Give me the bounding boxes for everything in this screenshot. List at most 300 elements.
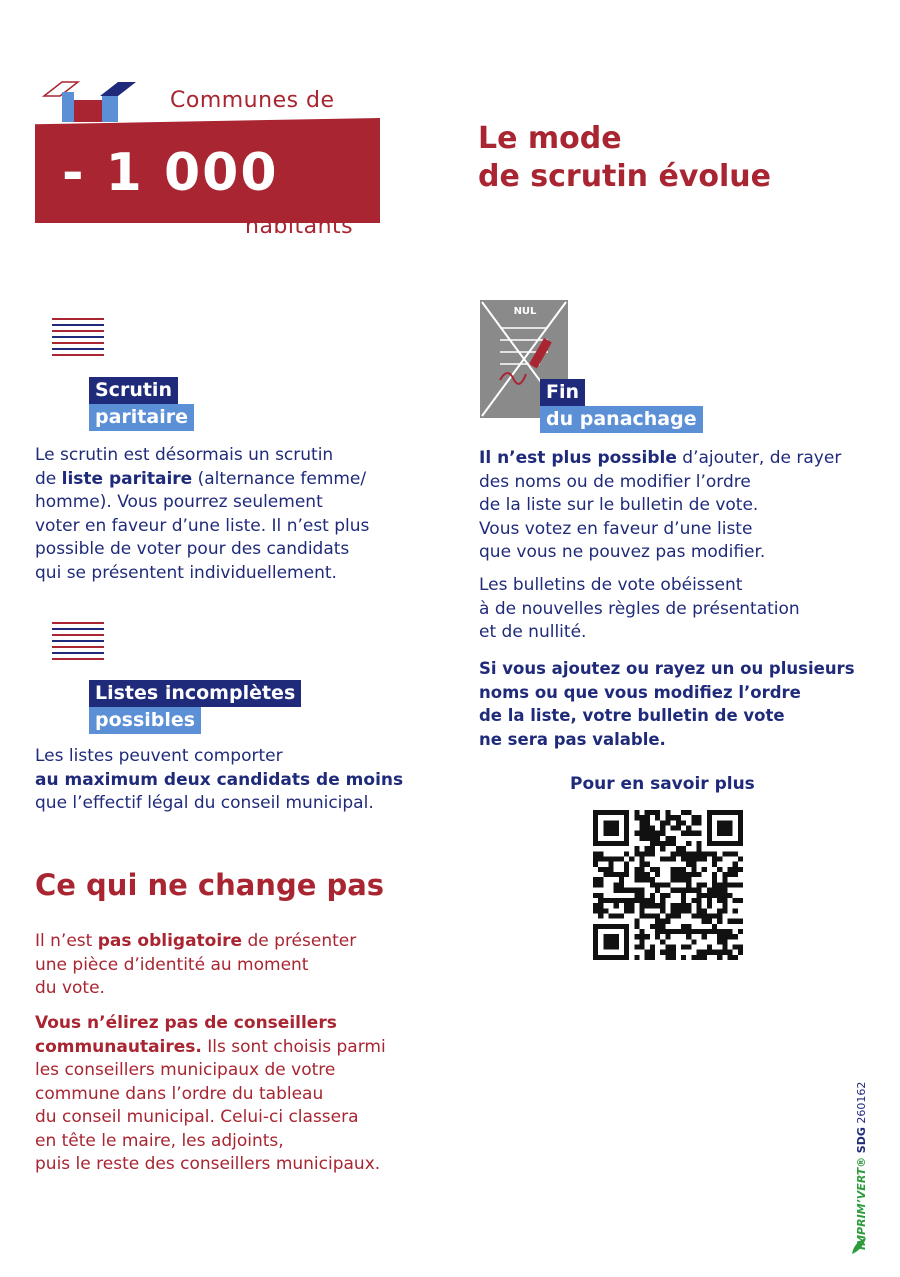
fin-line: Vous votez en faveur d’une liste: [479, 518, 753, 539]
qr-module: [640, 888, 645, 893]
qr-module: [691, 815, 696, 820]
qr-module: [671, 950, 676, 955]
qr-module: [640, 877, 645, 882]
scrutin-line: Le scrutin est désormais un scrutin: [35, 445, 334, 465]
qr-module: [624, 888, 629, 893]
qr-module: [640, 944, 645, 949]
scrutin-line: voter en faveur d’une liste. Il n’est plus: [35, 515, 370, 536]
qr-module: [660, 908, 665, 913]
qr-module: [655, 815, 660, 820]
qr-module: [691, 867, 696, 872]
qr-module: [691, 857, 696, 862]
qr-module: [712, 888, 717, 893]
qr-module: [696, 820, 701, 825]
qr-module: [686, 882, 691, 887]
qr-module: [655, 810, 660, 815]
qr-module: [655, 836, 660, 841]
fin-line: que vous ne pouvez pas modifier.: [479, 542, 766, 562]
qr-module: [650, 826, 655, 831]
change-line: puis le reste des conseillers municipaux.: [35, 1154, 381, 1174]
qr-module: [650, 846, 655, 851]
qr-module: [650, 877, 655, 882]
change-line: du vote.: [35, 978, 105, 998]
qr-module: [650, 831, 655, 836]
qr-module: [645, 826, 650, 831]
qr-module: [640, 903, 645, 908]
qr-module: [619, 882, 624, 887]
qr-module: [634, 934, 639, 939]
qr-module: [660, 929, 665, 934]
qr-module: [629, 903, 634, 908]
qr-module: [722, 944, 727, 949]
qr-module: [665, 841, 670, 846]
qr-module: [671, 872, 676, 877]
qr-module: [640, 851, 645, 856]
qr-module: [640, 898, 645, 903]
qr-module: [645, 846, 650, 851]
qr-module: [598, 867, 603, 872]
qr-module: [671, 836, 676, 841]
qr-module: [676, 877, 681, 882]
qr-module: [686, 877, 691, 882]
qr-module: [614, 903, 619, 908]
qr-module: [717, 893, 722, 898]
qr-module: [727, 893, 732, 898]
qr-module: [686, 810, 691, 815]
qr-module: [671, 929, 676, 934]
fin-line: noms ou que vous modifiez l’ordre: [479, 682, 801, 702]
qr-module: [671, 857, 676, 862]
qr-module: [655, 841, 660, 846]
qr-module: [707, 898, 712, 903]
footer-code: 260162: [855, 1081, 868, 1124]
qr-module: [598, 913, 603, 918]
qr-module: [655, 831, 660, 836]
qr-module: [640, 929, 645, 934]
qr-module: [660, 857, 665, 862]
qr-module: [671, 841, 676, 846]
qr-module: [717, 882, 722, 887]
qr-module: [686, 924, 691, 929]
fin-line: Les bulletins de vote obéissent: [479, 575, 743, 595]
qr-module: [640, 867, 645, 872]
qr-module: [686, 851, 691, 856]
qr-module: [686, 831, 691, 836]
qr-module: [686, 826, 691, 831]
qr-module: [619, 872, 624, 877]
qr-module: [603, 867, 608, 872]
qr-module: [681, 846, 686, 851]
qr-module: [696, 929, 701, 934]
qr-module: [660, 820, 665, 825]
qr-module: [691, 913, 696, 918]
qr-module: [593, 862, 598, 867]
qr-module: [717, 908, 722, 913]
qr-module: [624, 851, 629, 856]
qr-module: [609, 867, 614, 872]
qr-module: [629, 898, 634, 903]
qr-module: [733, 919, 738, 924]
qr-module: [681, 908, 686, 913]
qr-module: [634, 846, 639, 851]
change-line: en tête le maire, les adjoints,: [35, 1130, 284, 1151]
qr-module: [609, 862, 614, 867]
qr-module: [676, 903, 681, 908]
qr-module: [598, 903, 603, 908]
qr-module: [722, 934, 727, 939]
qr-module: [712, 950, 717, 955]
qr-module: [645, 810, 650, 815]
qr-module: [634, 831, 639, 836]
qr-module: [624, 872, 629, 877]
qr-module: [722, 851, 727, 856]
qr-module: [707, 888, 712, 893]
qr-module: [681, 888, 686, 893]
qr-module: [624, 898, 629, 903]
qr-module: [738, 919, 743, 924]
tag-fin-line2: du panachage: [540, 406, 703, 433]
qr-module: [598, 908, 603, 913]
qr-module: [619, 877, 624, 882]
qr-module: [650, 882, 655, 887]
qr-module: [655, 929, 660, 934]
qr-module: [609, 913, 614, 918]
qr-module: [593, 908, 598, 913]
qr-module: [681, 898, 686, 903]
qr-module: [676, 815, 681, 820]
qr-module: [598, 898, 603, 903]
qr-module: [598, 851, 603, 856]
qr-module: [593, 882, 598, 887]
listes-line: au maximum deux candidats de moins: [35, 769, 404, 790]
qr-module: [634, 898, 639, 903]
qr-module: [681, 893, 686, 898]
qr-module: [727, 929, 732, 934]
fin-line: de la liste sur le bulletin de vote.: [479, 495, 759, 515]
main-title-line1: Le mode: [478, 121, 622, 156]
qr-module: [727, 955, 732, 960]
qr-module: [717, 950, 722, 955]
qr-module: [717, 898, 722, 903]
qr-module: [629, 857, 634, 862]
change-line: une pièce d’identité au moment: [35, 954, 309, 975]
qr-module: [640, 893, 645, 898]
qr-module: [640, 908, 645, 913]
qr-module: [655, 888, 660, 893]
qr-module: [686, 888, 691, 893]
tag-scrutin-line1: Scrutin: [89, 377, 178, 404]
qr-module: [640, 872, 645, 877]
qr-module: [707, 929, 712, 934]
qr-module: [702, 913, 707, 918]
qr-module: [593, 893, 598, 898]
qr-module: [696, 908, 701, 913]
qr-module: [634, 924, 639, 929]
qr-module: [603, 872, 608, 877]
qr-module: [655, 924, 660, 929]
qr-module: [722, 903, 727, 908]
qr-module: [624, 908, 629, 913]
qr-module: [686, 872, 691, 877]
tag-fin-line1: Fin: [540, 379, 585, 406]
change-pas-para-a: [35, 930, 356, 1001]
qr-module: [671, 903, 676, 908]
qr-module: [660, 893, 665, 898]
qr-module: [681, 944, 686, 949]
qr-module: [712, 862, 717, 867]
scrutin-paritaire-text: [35, 444, 369, 585]
qr-module: [722, 939, 727, 944]
change-line: commune dans l’ordre du tableau: [35, 1083, 324, 1104]
fin-line: des noms ou de modifier l’ordre: [479, 471, 751, 492]
qr-module: [691, 888, 696, 893]
scrutin-line: possible de voter pour des candidats: [35, 539, 350, 559]
qr-module: [733, 934, 738, 939]
qr-module: [650, 851, 655, 856]
qr-module: [722, 898, 727, 903]
qr-module: [614, 898, 619, 903]
qr-module: [707, 944, 712, 949]
qr-module: [733, 898, 738, 903]
qr-module: [712, 913, 717, 918]
qr-module: [691, 929, 696, 934]
qr-module: [655, 934, 660, 939]
qr-code-icon[interactable]: [593, 810, 743, 960]
qr-module: [691, 831, 696, 836]
qr-module: [681, 851, 686, 856]
qr-finder: [717, 820, 733, 836]
qr-module: [598, 893, 603, 898]
qr-module: [634, 955, 639, 960]
qr-module: [738, 944, 743, 949]
main-title: [478, 120, 771, 196]
qr-module: [733, 955, 738, 960]
qr-module: [702, 851, 707, 856]
qr-module: [665, 882, 670, 887]
ballot-nul-label: NUL: [513, 306, 537, 317]
qr-module: [671, 826, 676, 831]
qr-module: [702, 934, 707, 939]
qr-module: [676, 872, 681, 877]
change-line: Vous n’élirez pas de conseillers: [35, 1013, 337, 1033]
qr-module: [681, 955, 686, 960]
qr-module: [650, 867, 655, 872]
qr-module: [681, 877, 686, 882]
fin-panachage-para-1: [479, 447, 841, 565]
qr-module: [593, 903, 598, 908]
qr-module: [640, 913, 645, 918]
qr-module: [640, 939, 645, 944]
qr-module: [671, 867, 676, 872]
listes-line: Les listes peuvent comporter: [35, 746, 283, 766]
qr-module: [624, 903, 629, 908]
qr-module: [712, 877, 717, 882]
qr-module: [696, 898, 701, 903]
qr-module: [681, 929, 686, 934]
qr-module: [681, 820, 686, 825]
qr-module: [593, 857, 598, 862]
qr-module: [650, 913, 655, 918]
qr-module: [640, 857, 645, 862]
qr-module: [619, 888, 624, 893]
qr-module: [619, 913, 624, 918]
qr-module: [696, 846, 701, 851]
header-habitants: habitants: [245, 214, 354, 239]
qr-module: [650, 924, 655, 929]
qr-module: [629, 908, 634, 913]
qr-module: [634, 810, 639, 815]
qr-module: [676, 913, 681, 918]
qr-module: [722, 872, 727, 877]
qr-module: [722, 877, 727, 882]
qr-module: [722, 893, 727, 898]
qr-module: [660, 826, 665, 831]
qr-module: [676, 908, 681, 913]
qr-module: [691, 820, 696, 825]
qr-module: [696, 851, 701, 856]
qr-module: [671, 944, 676, 949]
qr-module: [645, 934, 650, 939]
qr-module: [650, 898, 655, 903]
qr-module: [712, 857, 717, 862]
qr-module: [681, 924, 686, 929]
qr-module: [655, 919, 660, 924]
qr-module: [634, 877, 639, 882]
qr-module: [676, 888, 681, 893]
fin-panachage-para-2: [479, 574, 800, 645]
fin-line: de la liste, votre bulletin de vote: [479, 706, 785, 725]
qr-module: [645, 898, 650, 903]
tag-scrutin-paritaire: [89, 377, 194, 431]
change-line: Il n’est pas obligatoire de présenter: [35, 931, 357, 951]
fin-panachage-warning: [479, 657, 855, 751]
qr-module: [665, 955, 670, 960]
qr-module: [702, 867, 707, 872]
qr-module: [702, 955, 707, 960]
qr-module: [645, 815, 650, 820]
qr-module: [660, 950, 665, 955]
qr-module: [665, 836, 670, 841]
qr-module: [681, 857, 686, 862]
list-lines-icon: [52, 318, 104, 360]
qr-module: [660, 882, 665, 887]
qr-module: [655, 872, 660, 877]
qr-module: [696, 831, 701, 836]
qr-module: [624, 862, 629, 867]
qr-module: [634, 919, 639, 924]
qr-module: [696, 950, 701, 955]
qr-module: [634, 867, 639, 872]
qr-module: [727, 872, 732, 877]
qr-module: [727, 934, 732, 939]
qr-module: [619, 857, 624, 862]
qr-module: [665, 950, 670, 955]
qr-module: [660, 831, 665, 836]
qr-module: [645, 903, 650, 908]
qr-module: [598, 857, 603, 862]
qr-module: [645, 836, 650, 841]
qr-module: [696, 857, 701, 862]
change-line: les conseillers municipaux de votre: [35, 1060, 336, 1080]
scrutin-line: homme). Vous pourrez seulement: [35, 492, 323, 512]
scrutin-line: qui se présentent individuellement.: [35, 562, 337, 583]
qr-module: [660, 898, 665, 903]
qr-module: [727, 950, 732, 955]
qr-module: [640, 862, 645, 867]
qr-module: [655, 903, 660, 908]
qr-module: [650, 893, 655, 898]
qr-module: [645, 877, 650, 882]
qr-module: [665, 934, 670, 939]
qr-module: [722, 950, 727, 955]
qr-module: [696, 955, 701, 960]
qr-module: [691, 862, 696, 867]
qr-module: [660, 841, 665, 846]
qr-module: [655, 913, 660, 918]
qr-module: [738, 950, 743, 955]
qr-module: [686, 862, 691, 867]
qr-module: [717, 929, 722, 934]
qr-module: [702, 893, 707, 898]
qr-module: [665, 929, 670, 934]
qr-module: [733, 872, 738, 877]
qr-module: [650, 841, 655, 846]
qr-module: [702, 908, 707, 913]
qr-module: [650, 955, 655, 960]
qr-module: [671, 851, 676, 856]
qr-module: [671, 815, 676, 820]
qr-module: [681, 831, 686, 836]
qr-module: [727, 851, 732, 856]
qr-finder: [603, 934, 619, 950]
fin-line: et de nullité.: [479, 622, 587, 642]
qr-module: [634, 815, 639, 820]
qr-module: [707, 893, 712, 898]
qr-module: [609, 872, 614, 877]
change-line: communautaires. Ils sont choisis parmi: [35, 1036, 386, 1057]
qr-module: [691, 939, 696, 944]
qr-module: [640, 934, 645, 939]
qr-module: [660, 924, 665, 929]
qr-module: [671, 955, 676, 960]
tag-fin-panachage: [540, 379, 703, 433]
qr-module: [645, 851, 650, 856]
qr-module: [738, 898, 743, 903]
qr-module: [671, 888, 676, 893]
qr-module: [686, 857, 691, 862]
header-communes-de: Communes de: [170, 88, 335, 113]
qr-module: [712, 893, 717, 898]
qr-module: [712, 929, 717, 934]
qr-module: [696, 888, 701, 893]
fin-line: à de nouvelles règles de présentation: [479, 598, 800, 619]
qr-module: [727, 882, 732, 887]
qr-module: [640, 826, 645, 831]
qr-module: [671, 913, 676, 918]
listes-line: que l’effectif légal du conseil municipal.: [35, 793, 374, 813]
qr-module: [681, 872, 686, 877]
qr-module: [660, 919, 665, 924]
qr-module: [702, 950, 707, 955]
qr-module: [712, 851, 717, 856]
qr-module: [640, 815, 645, 820]
footer-imprint: [855, 1082, 868, 1250]
qr-module: [686, 944, 691, 949]
qr-module: [619, 898, 624, 903]
qr-module: [717, 867, 722, 872]
qr-module: [593, 877, 598, 882]
qr-module: [702, 929, 707, 934]
